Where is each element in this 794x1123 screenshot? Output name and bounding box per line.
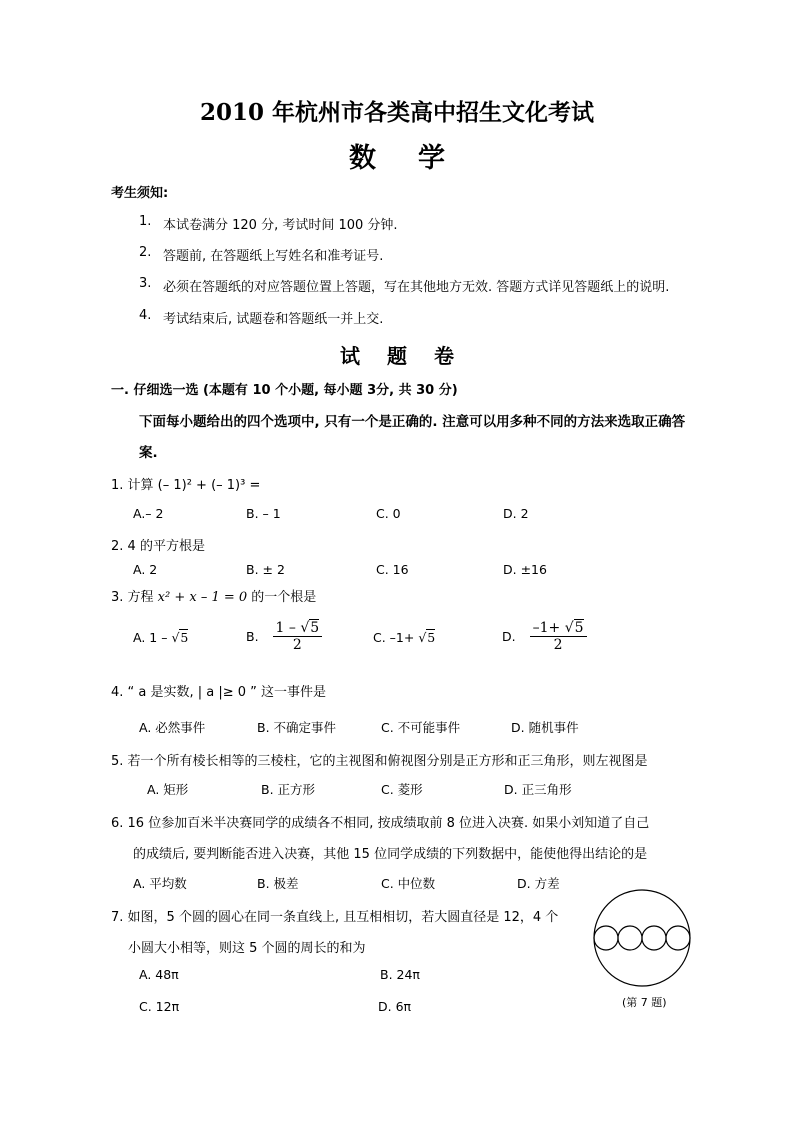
fraction <box>530 620 587 653</box>
stem-suffix: 的一个根是 <box>247 590 317 605</box>
option-c: C. 12π <box>139 999 180 1014</box>
question-stem-line1: 6. 16 位参加百米半决赛同学的成绩各不相同, 按成绩取前 8 位进入决赛. 如果小刘知道了自己 <box>111 816 650 831</box>
option-a: A. 必然事件 <box>139 720 206 735</box>
notice-item-text: 答题前, 在答题纸上写姓名和准考证号. <box>163 249 384 264</box>
small-circle <box>594 926 618 950</box>
option-b <box>246 620 322 653</box>
option-c: C. 16 <box>376 562 409 577</box>
option-b: B. 极差 <box>257 876 299 891</box>
option-d: D. 6π <box>378 999 412 1014</box>
option-d: D. 正三角形 <box>504 782 572 797</box>
denominator: 2 <box>292 637 302 653</box>
numerator <box>530 620 587 637</box>
option-d <box>502 620 587 653</box>
notice-heading: 考生须知: <box>111 186 169 201</box>
option-a: A.– 2 <box>133 506 164 521</box>
small-circle <box>618 926 642 950</box>
option-d: D. 2 <box>503 506 529 521</box>
question-stem-line2: 的成绩后, 要判断能否进入决赛，其他 15 位同学成绩的下列数据中，能使他得出结论的是 <box>133 847 648 862</box>
notice-item-text: 考试结束后, 试题卷和答题纸一并上交. <box>163 312 384 327</box>
radicand: 5 <box>574 620 584 636</box>
option-b: B. ± 2 <box>246 562 285 577</box>
question-stem-line2: 小圆大小相等，则这 5 个圆的周长的和为 <box>128 941 366 956</box>
sqrt-icon: √5 <box>300 620 320 636</box>
sqrt-icon: √5 <box>564 620 584 636</box>
question-stem: 4. “ a 是实数, | a |≥ 0 ” 这一事件是 <box>111 685 327 700</box>
paper-title: 试 题 卷 <box>340 344 464 368</box>
part1-heading: 一. 仔细选一选 (本题有 10 个小题, 每小题 3分, 共 30 分) <box>111 383 458 398</box>
five-circles-figure <box>590 886 694 990</box>
option-d: D. 方差 <box>517 876 560 891</box>
stem-prefix: 3. 方程 <box>111 590 158 605</box>
question-stem-line1: 7. 如图，5 个圆的圆心在同一条直线上, 且互相相切，若大圆直径是 12，4 个 <box>111 910 559 925</box>
radicand: 5 <box>310 620 320 636</box>
option-b-label: B. <box>246 629 259 644</box>
question-stem: 5. 若一个所有棱长相等的三棱柱，它的主视图和俯视图分别是正方形和正三角形，则左视图是 <box>111 754 648 769</box>
notice-item-num: 1. <box>139 214 152 229</box>
figure-caption: (第 7 题) <box>622 996 667 1009</box>
part1-intro-line2: 案. <box>139 445 158 461</box>
option-c: C. 不可能事件 <box>381 720 461 735</box>
option-c: C. 0 <box>376 506 401 521</box>
option-a: A. 2 <box>133 562 158 577</box>
option-a: A. 矩形 <box>147 782 189 797</box>
denominator: 2 <box>553 637 563 653</box>
fraction <box>273 620 323 653</box>
part1-intro-line1: 下面每小题给出的四个选项中, 只有一个是正确的. 注意可以用多种不同的方法来选取正确答 <box>139 414 686 430</box>
option-c <box>373 630 435 645</box>
notice-item-num: 3. <box>139 276 152 291</box>
radicand: 5 <box>180 630 189 645</box>
radicand: 5 <box>427 630 436 645</box>
option-a: A. 平均数 <box>133 876 187 891</box>
numerator-text: 1 – <box>275 620 301 636</box>
option-b: B. 正方形 <box>261 782 316 797</box>
question-stem: 1. 计算 (– 1)² + (– 1)³ = <box>111 478 261 493</box>
option-c: C. 菱形 <box>381 782 423 797</box>
exam-title: 2010 年杭州市各类高中招生文化考试 <box>199 99 595 126</box>
option-a-label: A. 1 – <box>133 630 172 645</box>
option-d: D. 随机事件 <box>511 720 579 735</box>
option-c: C. 中位数 <box>381 876 436 891</box>
subject-title: 数学 <box>349 143 487 174</box>
notice-item-num: 4. <box>139 308 152 323</box>
option-a: A. 48π <box>139 967 179 982</box>
notice-item-text: 本试卷满分 120 分, 考试时间 100 分钟. <box>163 218 398 233</box>
notice-item-text: 必须在答题纸的对应答题位置上答题，写在其他地方无效. 答题方式详见答题纸上的说明. <box>163 280 670 295</box>
question-stem: 2. 4 的平方根是 <box>111 539 205 554</box>
question-stem <box>111 586 316 605</box>
option-a <box>133 630 188 645</box>
option-c-label: C. –1+ <box>373 630 419 645</box>
sqrt-icon: √5 <box>171 630 189 645</box>
equation: x² + x – 1 = 0 <box>157 590 248 605</box>
option-b: B. – 1 <box>246 506 281 521</box>
small-circle <box>642 926 666 950</box>
option-d: D. ±16 <box>503 562 547 577</box>
notice-item-num: 2. <box>139 245 152 260</box>
numerator-text: –1+ <box>532 620 565 636</box>
option-d-label: D. <box>502 629 516 644</box>
option-b: B. 24π <box>380 967 420 982</box>
option-b: B. 不确定事件 <box>257 720 337 735</box>
numerator <box>273 620 323 637</box>
sqrt-icon: √5 <box>418 630 436 645</box>
small-circle <box>666 926 690 950</box>
